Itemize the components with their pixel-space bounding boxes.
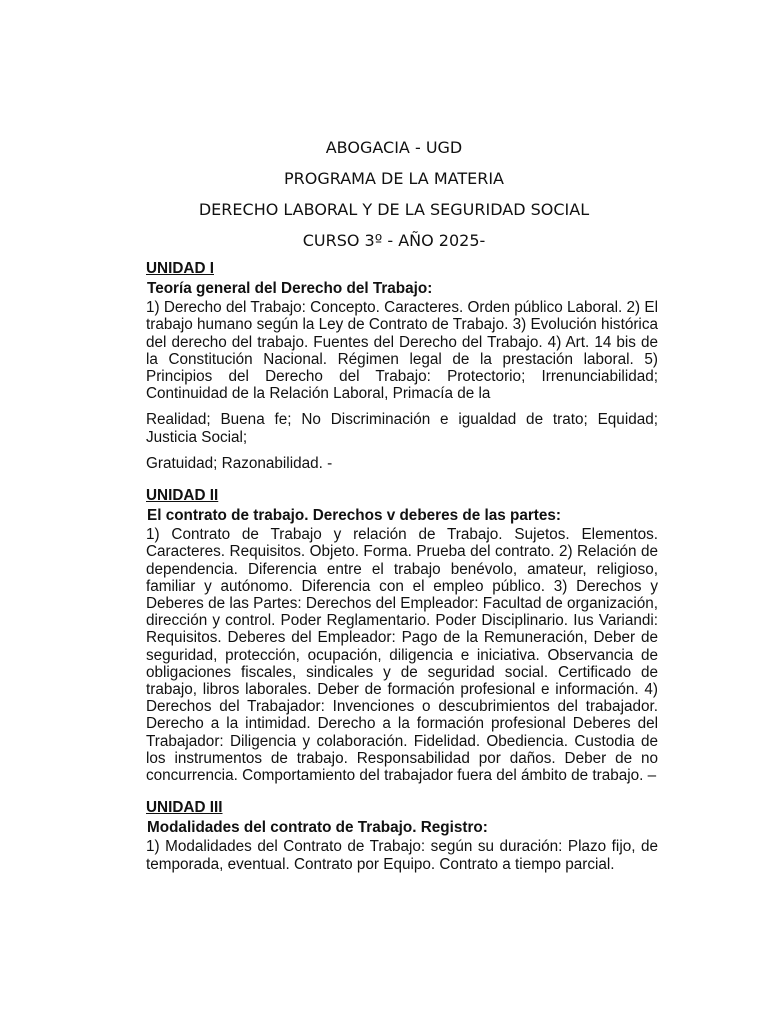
unit-1-paragraph-2: Realidad; Buena fe; No Discriminación e igualdad de trato; Equidad; Justicia Social; bbox=[146, 411, 658, 446]
unit-1-paragraph-3: Gratuidad; Razonabilidad. - bbox=[146, 454, 333, 472]
unit-1-label: UNIDAD I bbox=[146, 260, 214, 277]
unit-2-label: UNIDAD II bbox=[146, 487, 219, 505]
header-line-subject: DERECHO LABORAL Y DE LA SEGURIDAD SOCIAL bbox=[198, 200, 590, 219]
unit-3-paragraph-1: 1) Modalidades del Contrato de Trabajo: según su duración: Plazo fijo, de temporada, eventual. Contrato por Equipo. Contrato a tiempo parcial. bbox=[146, 838, 658, 873]
header-line-course: CURSO 3º - AÑO 2025- bbox=[302, 231, 486, 250]
unit-3-title: Modalidades del contrato de Trabajo. Registro: bbox=[147, 819, 488, 837]
header-line-career: ABOGACIA - UGD bbox=[325, 138, 463, 157]
document-body bbox=[146, 260, 658, 873]
unit-1-title: Teoría general del Derecho del Trabajo: bbox=[147, 280, 433, 297]
unit-1-paragraph-1: 1) Derecho del Trabajo: Concepto. Caracteres. Orden público Laboral. 2) El trabajo humano según la Ley de Contrato de Trabajo. 3) Evolución histórica del derecho del trabajo. Fuentes del Derecho del Trabajo. 4) Art. 14 bis de la Constitución Nacional. Régimen legal de la prestación laboral. 5) Principios del Derecho del Trabajo: Protectorio; Irrenunciabilidad; Continuidad de la Relación Laboral, Primacía de la bbox=[146, 299, 658, 403]
unit-2-title: El contrato de trabajo. Derechos v deberes de las partes: bbox=[147, 507, 562, 525]
unit-3-label: UNIDAD III bbox=[146, 799, 223, 817]
unit-2-paragraph-1: 1) Contrato de Trabajo y relación de Trabajo. Sujetos. Elementos. Caracteres. Requisitos. Objeto. Forma. Prueba del contrato. 2) Relación de dependencia. Diferencia entre el trabajo benévolo, amateur, religioso, familiar y autónomo. Diferencia con el empleo público. 3) Derechos y Deberes de las Partes: Derechos del Empleador: Facultad de organización, dirección y control. Poder Reglamentario. Poder Disciplinario. Ius Variandi: Requisitos. Deberes del Empleador: Pago de la Remuneración, Deber de seguridad, protección, ocupación, diligencia e iniciativa. Observancia de obligaciones fiscales, sindicales y de seguridad social. Certificado de trabajo, libros laborales. Deber de formación profesional e información. 4) Derechos del Trabajador: Invenciones o descubrimientos del trabajador. Derecho a la intimidad. Derecho a la formación profesional Deberes del Trabajador: Diligencia y colaboración. Fidelidad. Obediencia. Custodia de los instrumentos de trabajo. Responsabilidad por daños. Deber de no concurrencia. Comportamiento del trabajador fuera del ámbito de trabajo. – bbox=[146, 526, 658, 785]
header-line-program: PROGRAMA DE LA MATERIA bbox=[283, 169, 504, 188]
document-header bbox=[0, 135, 768, 259]
